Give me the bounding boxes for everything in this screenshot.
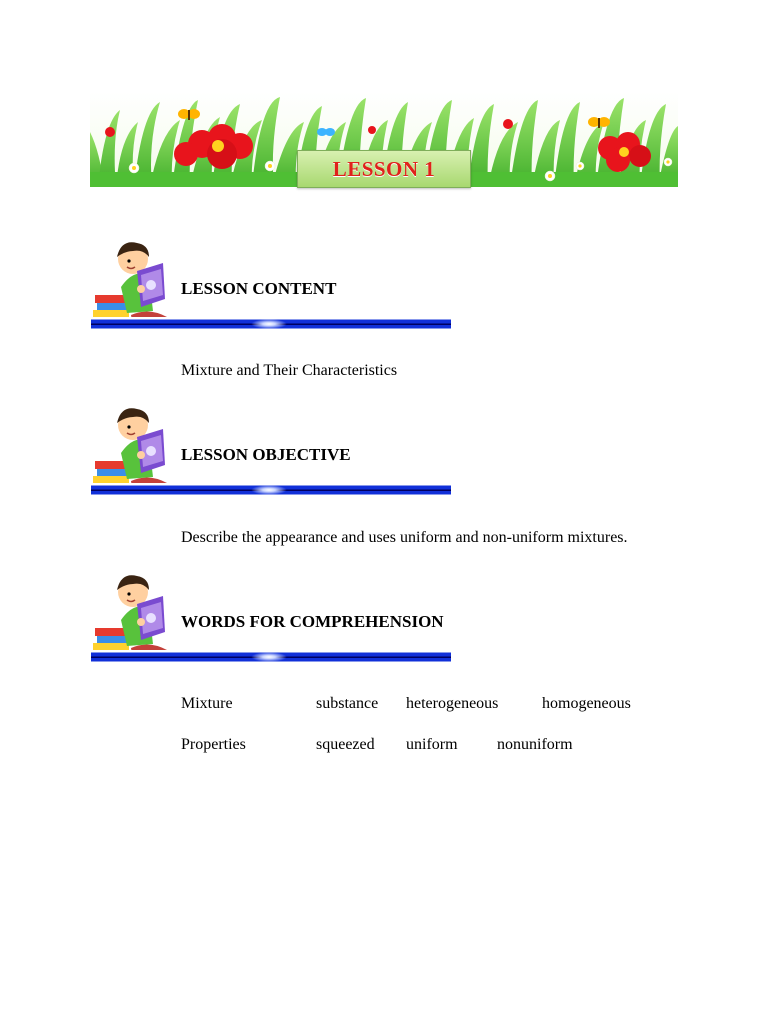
vocabulary-word: uniform [406, 736, 458, 753]
reading-child-icon [91, 570, 181, 662]
section-title: LESSON OBJECTIVE [181, 445, 351, 464]
vocabulary-word: Mixture [181, 695, 233, 712]
section-divider [91, 650, 451, 664]
vocabulary-word: squeezed [316, 736, 375, 753]
butterfly-icon [178, 109, 200, 120]
vocabulary-word: homogeneous [542, 695, 631, 712]
section-title: LESSON CONTENT [181, 279, 337, 298]
reading-child-icon [91, 237, 181, 329]
section-title: WORDS FOR COMPREHENSION [181, 612, 444, 631]
section-divider [91, 317, 451, 331]
section-words-for-comprehension [91, 570, 451, 665]
vocabulary-word: heterogeneous [406, 695, 499, 712]
reading-child-icon [91, 403, 181, 495]
vocabulary-word: nonuniform [497, 736, 573, 753]
section-lesson-content [91, 237, 451, 332]
vocabulary-word: Properties [181, 736, 246, 753]
section-lesson-objective [91, 403, 451, 498]
lesson-label: LESSON 1 [332, 156, 436, 181]
section-body: Describe the appearance and uses uniform and non-uniform mixtures. [181, 529, 628, 546]
section-body: Mixture and Their Characteristics [181, 362, 398, 379]
section-divider [91, 483, 451, 497]
lesson-label-box [297, 150, 471, 188]
vocabulary-word: substance [316, 695, 379, 712]
